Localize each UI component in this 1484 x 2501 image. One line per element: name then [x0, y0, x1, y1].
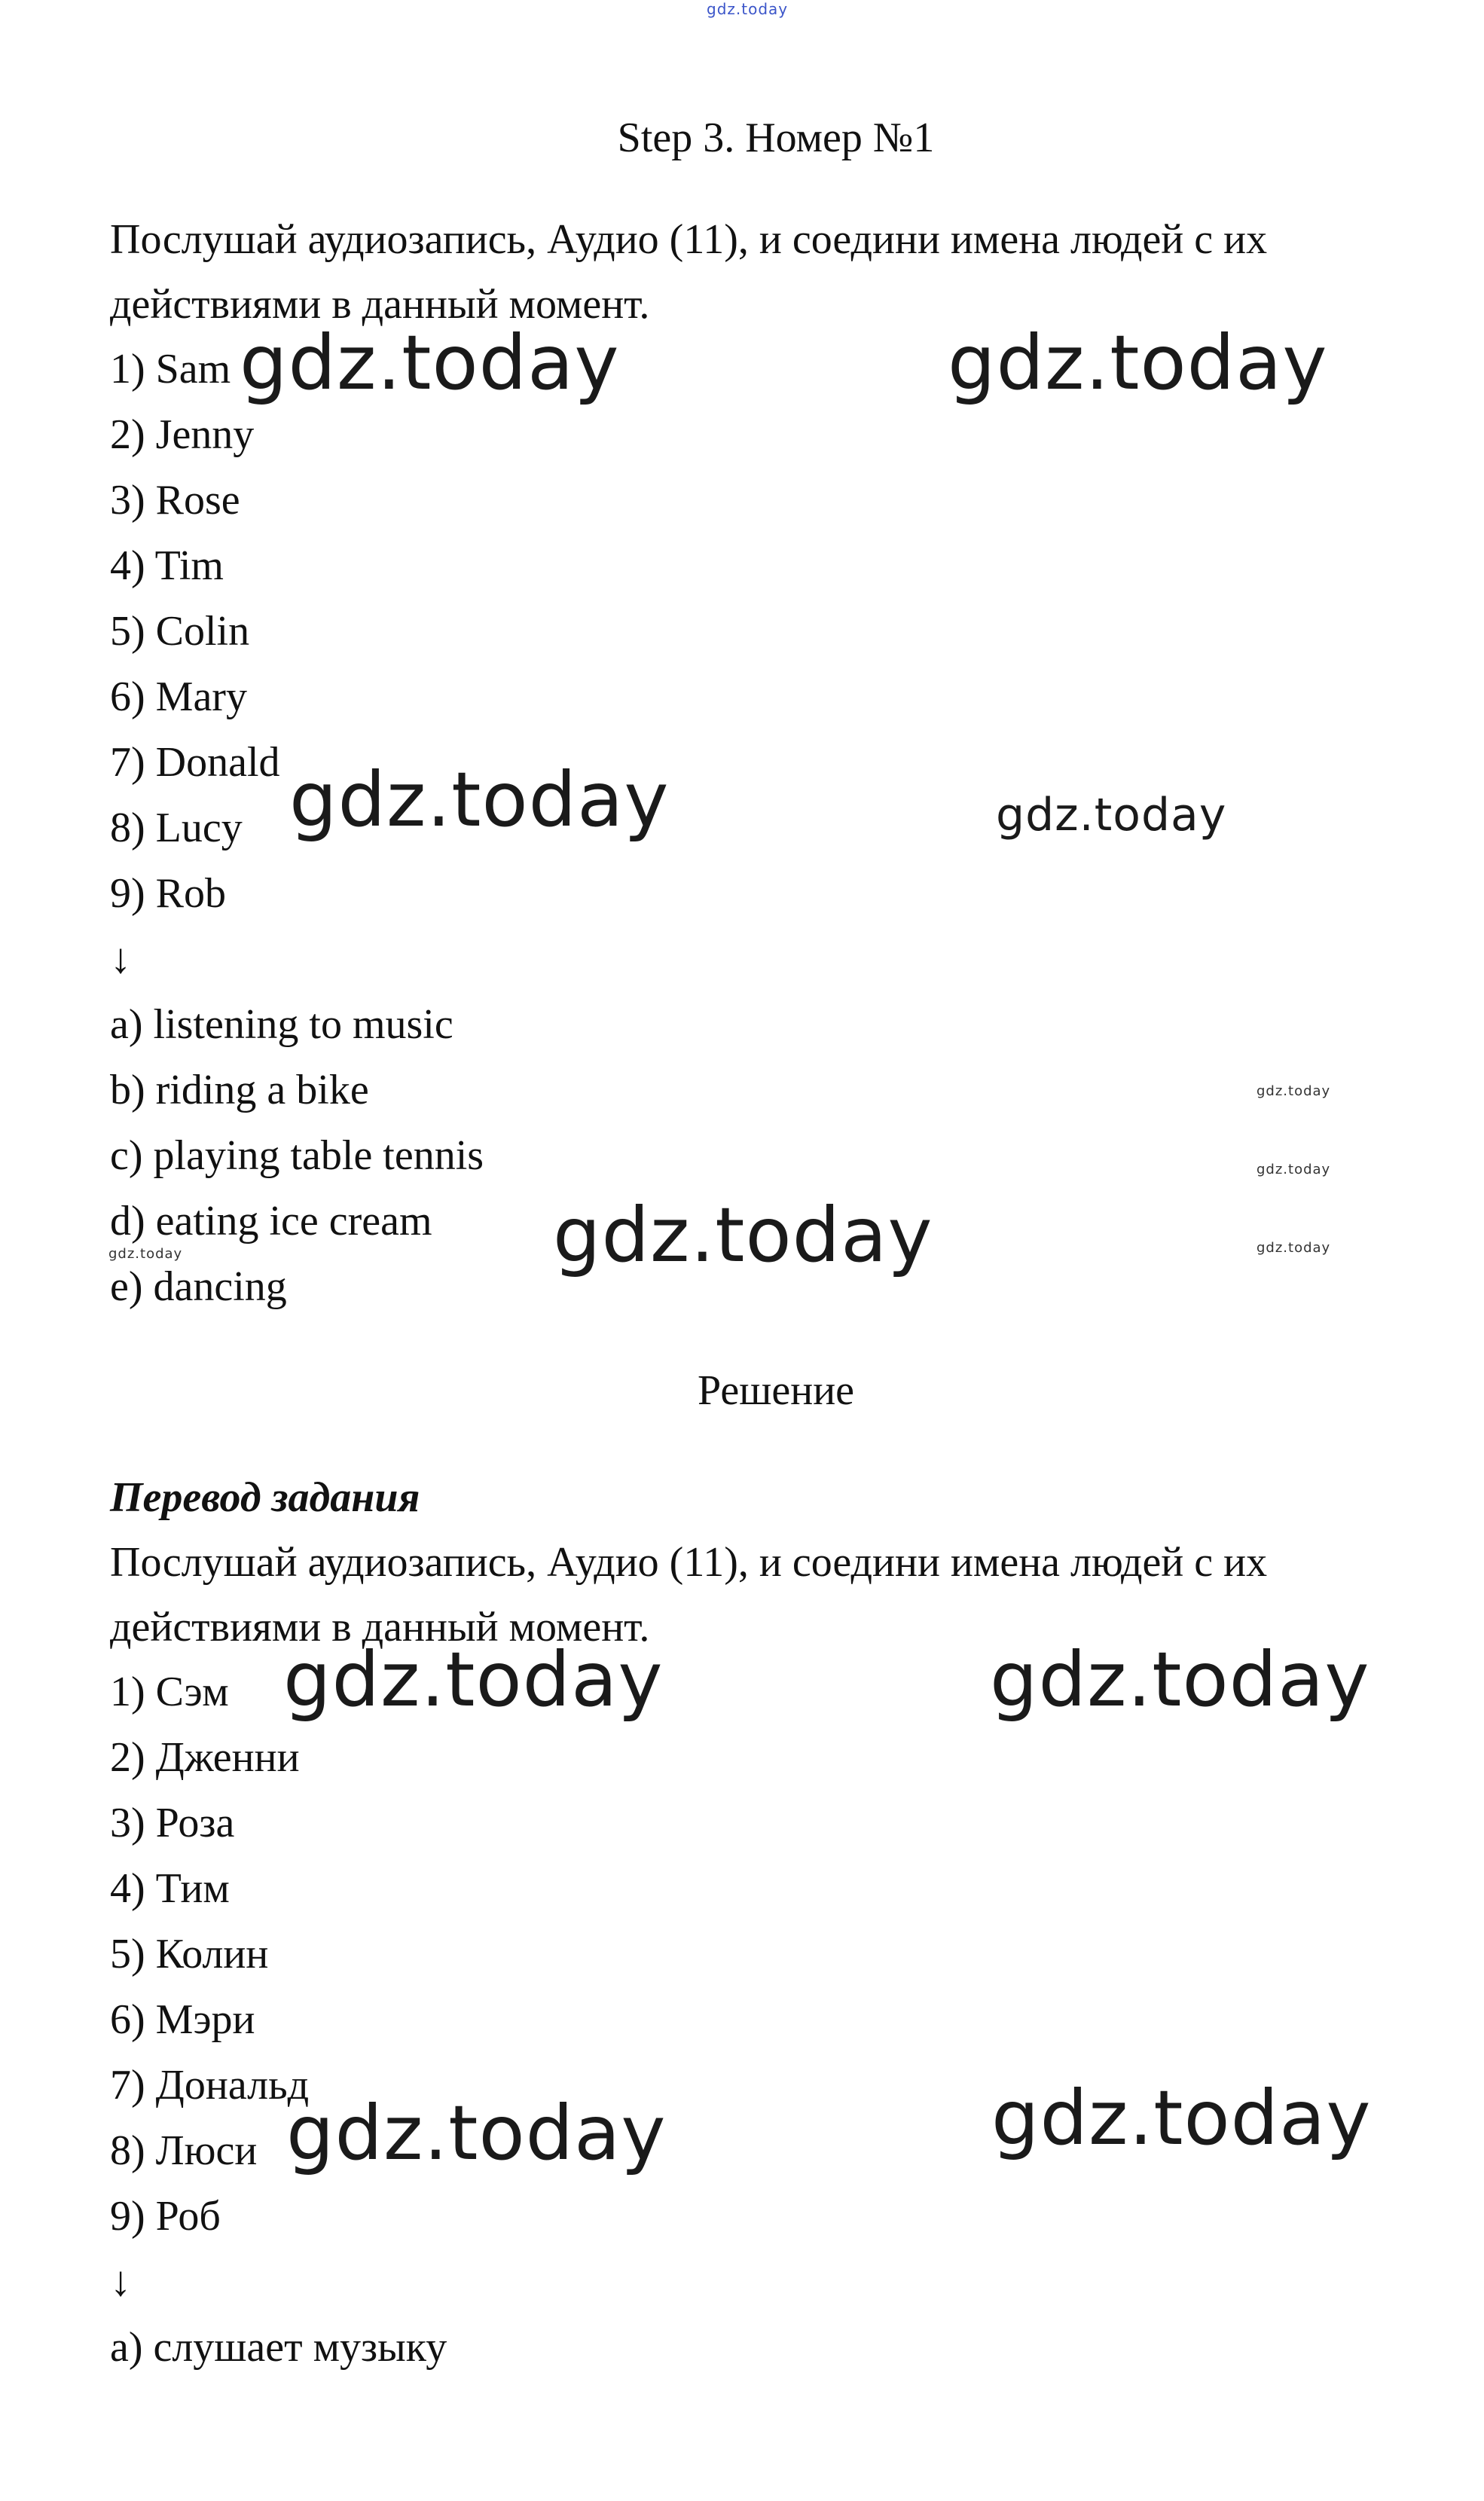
translation-instruction-line-2: действиями в данный момент.: [110, 1604, 650, 1651]
watermark: gdz.today: [996, 789, 1227, 841]
watermark: gdz.today: [553, 1191, 933, 1279]
action-item: a) listening to music: [110, 1001, 453, 1048]
watermark: gdz.today: [1257, 1162, 1331, 1177]
arrow-down-icon: ↓: [110, 2258, 131, 2305]
translation-heading: Перевод задания: [110, 1474, 420, 1521]
watermark: gdz.today: [289, 756, 670, 844]
watermark: gdz.today: [1257, 1240, 1331, 1256]
translated-name-item: 4) Тим: [110, 1865, 230, 1912]
translation-instruction-line-1: Послушай аудиозапись, Аудио (11), и соедини имена людей с их: [110, 1539, 1268, 1586]
solution-heading: Решение: [697, 1367, 855, 1414]
name-item: 8) Lucy: [110, 805, 243, 851]
action-item: b) riding a bike: [110, 1067, 369, 1113]
translated-name-item: 9) Роб: [110, 2193, 221, 2240]
watermark: gdz.today: [990, 1635, 1370, 1724]
name-item: 4) Tim: [110, 542, 224, 589]
watermark: gdz.today: [240, 319, 620, 407]
watermark: gdz.today: [283, 1635, 664, 1724]
translated-name-item: 8) Люси: [110, 2127, 258, 2174]
watermark: gdz.today: [991, 2074, 1372, 2162]
name-item: 6) Mary: [110, 673, 247, 720]
arrow-down-icon: ↓: [110, 936, 131, 982]
name-item: 1) Sam: [110, 346, 231, 392]
page-title: Step 3. Номер №1: [617, 115, 935, 161]
name-item: 7) Donald: [110, 739, 280, 786]
translated-name-item: 7) Дональд: [110, 2062, 310, 2109]
watermark-top: gdz.today: [707, 0, 789, 18]
name-item: 5) Colin: [110, 608, 250, 655]
translated-action-item: a) слушает музыку: [110, 2324, 447, 2371]
watermark: gdz.today: [286, 2089, 667, 2177]
watermark: gdz.today: [1257, 1083, 1331, 1099]
watermark: gdz.today: [948, 319, 1328, 407]
watermark: gdz.today: [108, 1246, 183, 1262]
translated-name-item: 3) Роза: [110, 1800, 235, 1846]
action-item: e) dancing: [110, 1263, 287, 1310]
translated-name-item: 5) Колин: [110, 1931, 269, 1977]
name-item: 2) Jenny: [110, 411, 255, 458]
translated-name-item: 1) Сэм: [110, 1669, 229, 1715]
translated-name-item: 6) Мэри: [110, 1996, 255, 2043]
name-item: 9) Rob: [110, 870, 226, 917]
translated-name-item: 2) Дженни: [110, 1734, 300, 1781]
action-item: c) playing table tennis: [110, 1132, 484, 1179]
action-item: d) eating ice cream: [110, 1198, 432, 1244]
name-item: 3) Rose: [110, 477, 240, 524]
task-instruction-line-1: Послушай аудиозапись, Аудио (11), и соедини имена людей с их: [110, 216, 1268, 263]
task-instruction-line-2: действиями в данный момент.: [110, 281, 650, 328]
